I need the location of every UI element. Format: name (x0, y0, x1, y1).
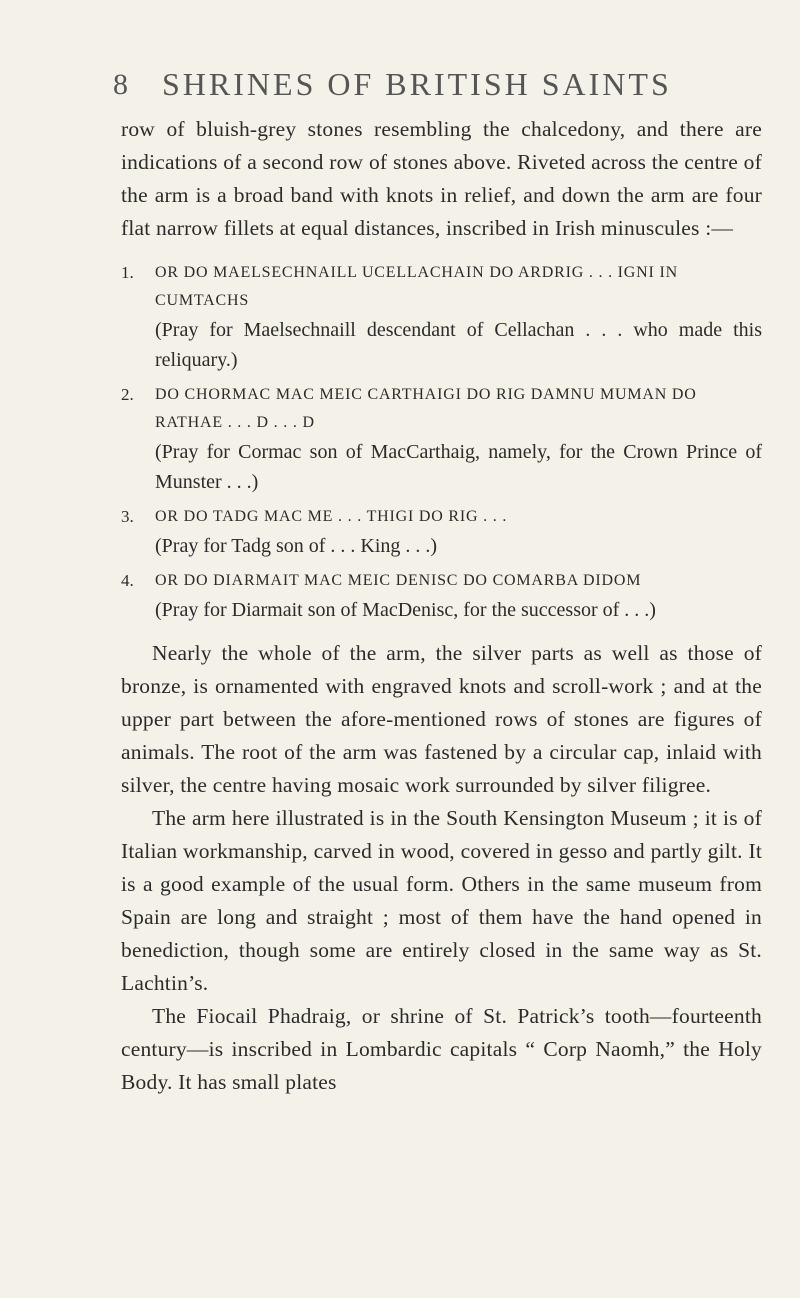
paragraph-2: Nearly the whole of the arm, the silver parts as well as those of bronze, is ornamented with engraved knots and scroll-work ; and at the upper part between the afore-mentioned rows of stones are figures of animals. The root of the arm was fastened by a circular cap, inlaid with silver, the centre having mosaic work surrounded by silver filigree. (121, 641, 762, 797)
inscription-item (121, 259, 762, 375)
page-number: 8 (113, 68, 129, 101)
inscription-translation: (Pray for Cormac son of MacCarthaig, namely, for the Crown Prince of Munster . . .) (155, 441, 762, 493)
running-head: SHRINES OF BRITISH SAINTS (162, 66, 672, 102)
inscription-item (121, 567, 762, 625)
inscription-number: 2. (121, 385, 134, 404)
inscription-translation: (Pray for Tadg son of . . . King . . .) (155, 535, 438, 557)
inscription-item (121, 381, 762, 497)
inscription-item (121, 503, 762, 561)
page-header (0, 68, 800, 108)
inscription-translation: (Pray for Diarmait son of MacDenisc, for the successor of . . .) (155, 599, 656, 621)
inscription-irish: OR DO MAELSECHNAILL UCELLACHAIN DO ARDRIG . . . IGNI IN CUMTACHS (155, 264, 678, 309)
inscription-irish: OR DO TADG MAC ME . . . THIGI DO RIG . . . (155, 508, 508, 525)
inscription-number: 1. (121, 263, 134, 282)
page-body (121, 113, 762, 1099)
paragraph-3: The arm here illustrated is in the South Kensington Museum ; it is of Italian workmanship, carved in wood, covered in gesso and partly gilt. It is a good example of the usual form. Others in the same museum from Spain are long and straight ; most of them have the hand opened in benediction, though some are entirely closed in the same way as St. Lachtin’s. (121, 806, 762, 995)
paragraph-4: The Fiocail Phadraig, or shrine of St. Patrick’s tooth—fourteenth century—is inscribed in Lombardic capitals “ Corp Naomh,” the Holy Body. It has small plates (121, 1004, 762, 1094)
inscription-number: 4. (121, 571, 134, 590)
inscription-irish: OR DO DIARMAIT MAC MEIC DENISC DO COMARBA DIDOM (155, 572, 642, 589)
paragraph-1: row of bluish-grey stones resembling the chalcedony, and there are indications of a second row of stones above. Riveted across the centre of the arm is a broad band with knots in relief, and down the arm are four flat narrow fillets at equal distances, inscribed in Irish minuscules :— (121, 117, 762, 240)
inscription-irish: DO CHORMAC MAC MEIC CARTHAIGI DO RIG DAMNU MUMAN DO RATHAE . . . D . . . D (155, 386, 697, 431)
inscription-list (121, 259, 762, 625)
inscription-translation: (Pray for Maelsechnaill descendant of Cellachan . . . who made this reliquary.) (155, 319, 762, 371)
inscription-number: 3. (121, 507, 134, 526)
